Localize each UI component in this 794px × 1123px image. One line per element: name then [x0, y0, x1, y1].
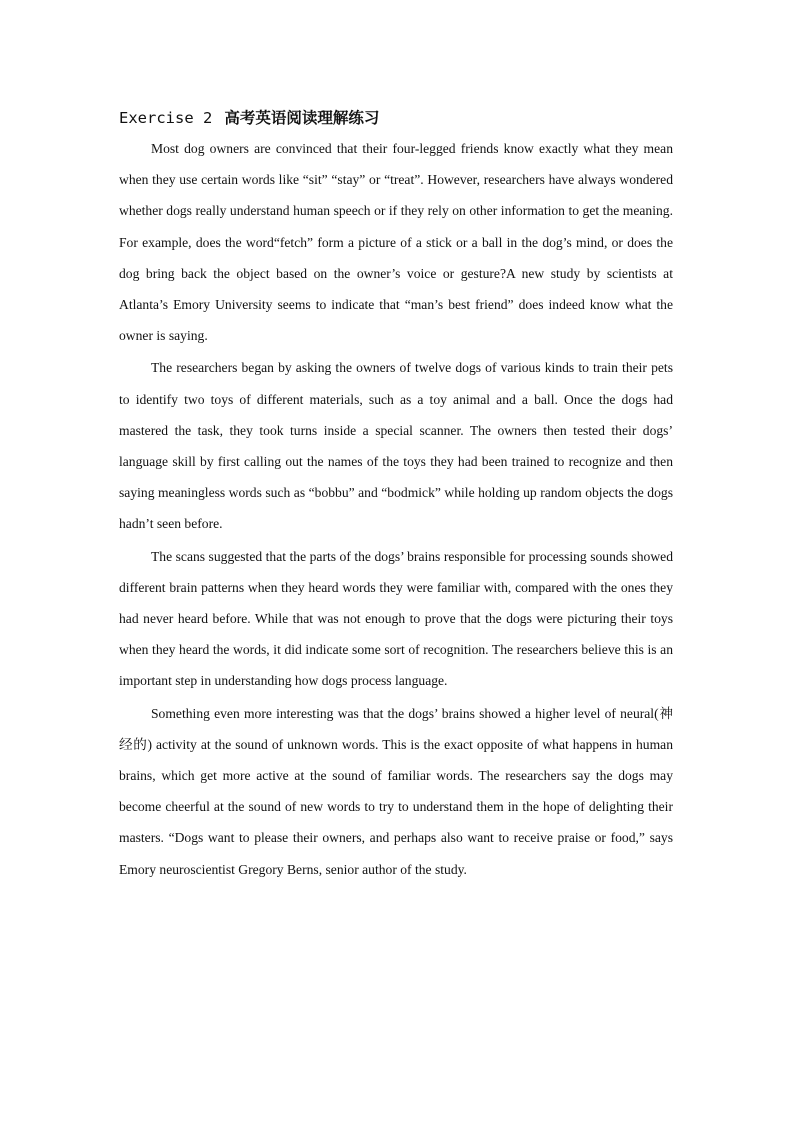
paragraph-1: Most dog owners are convinced that their four-legged friends know exactly what they mean when they use certain words like “sit” “stay” or “treat”. However, researchers have always wondered whether dogs really understand human speech or if they rely on other information to get the meaning. For example, does the word“fetch” form a picture of a stick or a ball in the dog’s mind, or does the dog bring back the object based on the owner’s voice or gesture?A new study by scientists at Atlanta’s Emory University seems to indicate that “man’s best friend” does indeed know what the owner is saying.	[119, 141, 673, 344]
paragraph-4: Something even more interesting was that the dogs’ brains showed a higher level of neural(神经的) activity at the sound of unknown words. This is the exact opposite of what happens in human brains, which get more active at the sound of familiar words. The researchers say the dogs may become cheerful at the sound of new words to try to understand them in the hope of delighting their masters. “Dogs want to please their owners, and perhaps also want to receive praise or food,” says Emory neuroscientist Gregory Berns, senior author of the study.	[119, 705, 673, 877]
exercise-subtitle: 高考英语阅读理解练习	[224, 108, 380, 127]
paragraph-2: The researchers began by asking the owners of twelve dogs of various kinds to train their pets to identify two toys of different materials, such as a toy animal and a ball. Once the dogs had mastered the task, they took turns inside a special scanner. The owners then tested their dogs’ language skill by first calling out the names of the toys they had been trained to recognize and then saying meaningless words such as “bobbu” and “bodmick” while holding up random objects the dogs hadn’t seen before.	[119, 360, 673, 532]
document-body	[119, 104, 673, 885]
paragraph-3: The scans suggested that the parts of the dogs’ brains responsible for processing sounds showed different brain patterns when they heard words they were familiar with, compared with the ones they had never heard before. While that was not enough to prove that the dogs were picturing their toys when they heard the words, it did indicate some sort of recognition. The researchers believe this is an important step in understanding how dogs process language.	[119, 548, 673, 689]
exercise-heading	[119, 104, 673, 132]
exercise-number: Exercise 2	[119, 109, 213, 127]
